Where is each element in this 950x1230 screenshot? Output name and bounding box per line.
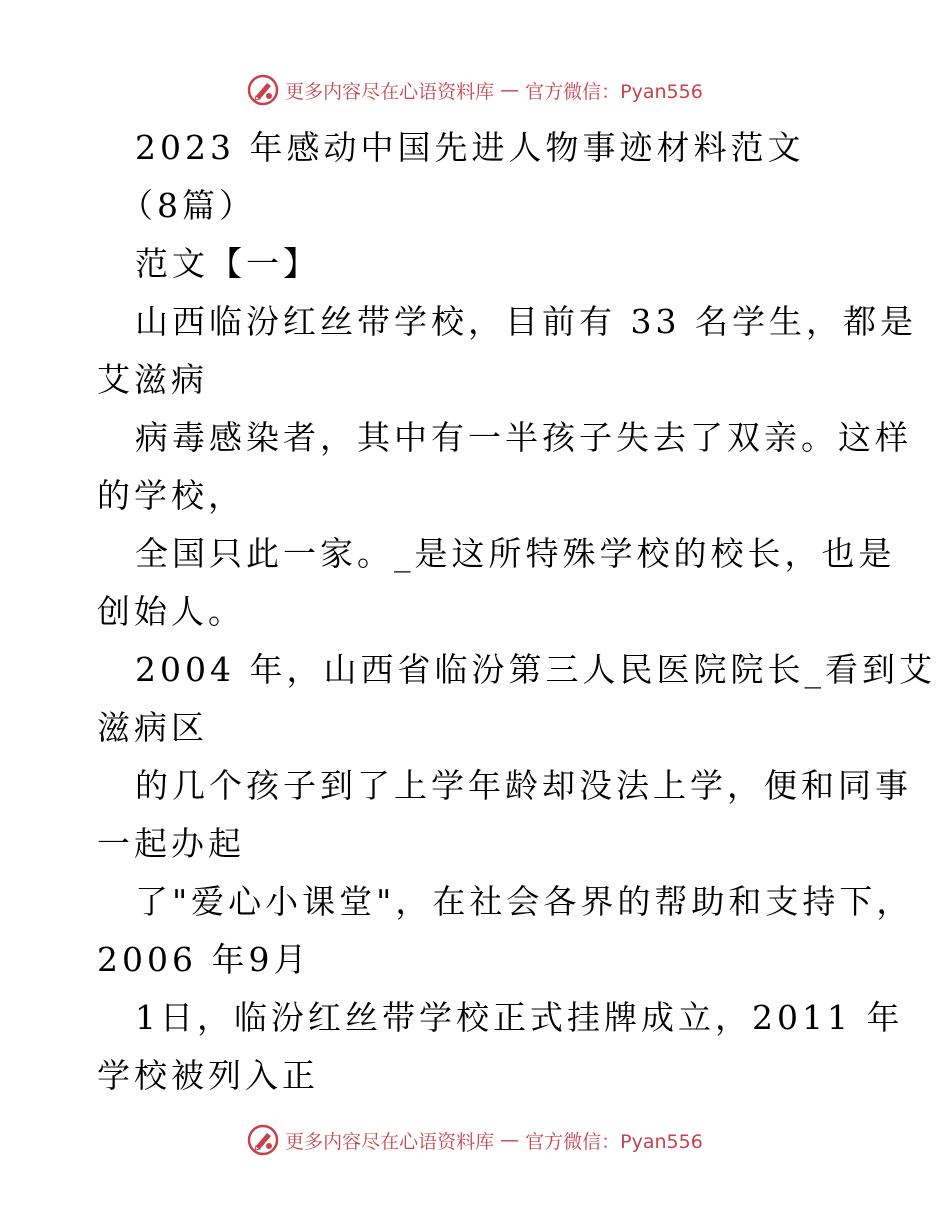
paragraph-line: 一起办起	[97, 824, 245, 863]
paragraph-line: 艾滋病	[97, 360, 208, 399]
pen-logo-icon	[247, 74, 279, 106]
paragraph-line: 病毒感染者，其中有一半孩子失去了双亲。这样	[135, 418, 912, 457]
banner-main-text: 更多内容尽在心语资料库	[285, 80, 495, 103]
banner-contact-text: 官方微信：Pyan556	[525, 1130, 703, 1153]
paragraph-line: 2006 年9月	[97, 940, 311, 979]
paragraph-line: 全国只此一家。_是这所特殊学校的校长，也是	[135, 534, 896, 573]
section-heading: 范文【一】	[135, 244, 320, 283]
footer-banner	[0, 1120, 950, 1160]
paragraph-line: 了"爱心小课堂"，在社会各界的帮助和支持下，	[135, 882, 914, 921]
paragraph-line: 山西临汾红丝带学校，目前有 33 名学生，都是	[135, 302, 917, 341]
banner-dash: —	[500, 1129, 520, 1151]
banner-dash: —	[500, 79, 520, 101]
paragraph-line: 2004 年，山西省临汾第三人民医院院长_看到艾	[135, 650, 936, 689]
paragraph-line: 1日，临汾红丝带学校正式挂牌成立，2011 年	[135, 998, 904, 1037]
paragraph-line: 学校被列入正	[97, 1056, 319, 1095]
paragraph-line: 的几个孩子到了上学年龄却没法上学，便和同事	[135, 766, 912, 805]
header-banner	[0, 70, 950, 110]
banner-main-text: 更多内容尽在心语资料库	[285, 1130, 495, 1153]
document-title: 2023 年感动中国先进人物事迹材料范文	[135, 128, 805, 167]
document-subtitle: （8篇）	[120, 186, 256, 225]
paragraph-line: 创始人。	[97, 592, 245, 631]
pen-logo-icon	[247, 1124, 279, 1156]
paragraph-line: 的学校，	[97, 476, 245, 515]
banner-contact-text: 官方微信：Pyan556	[525, 80, 703, 103]
paragraph-line: 滋病区	[97, 708, 208, 747]
